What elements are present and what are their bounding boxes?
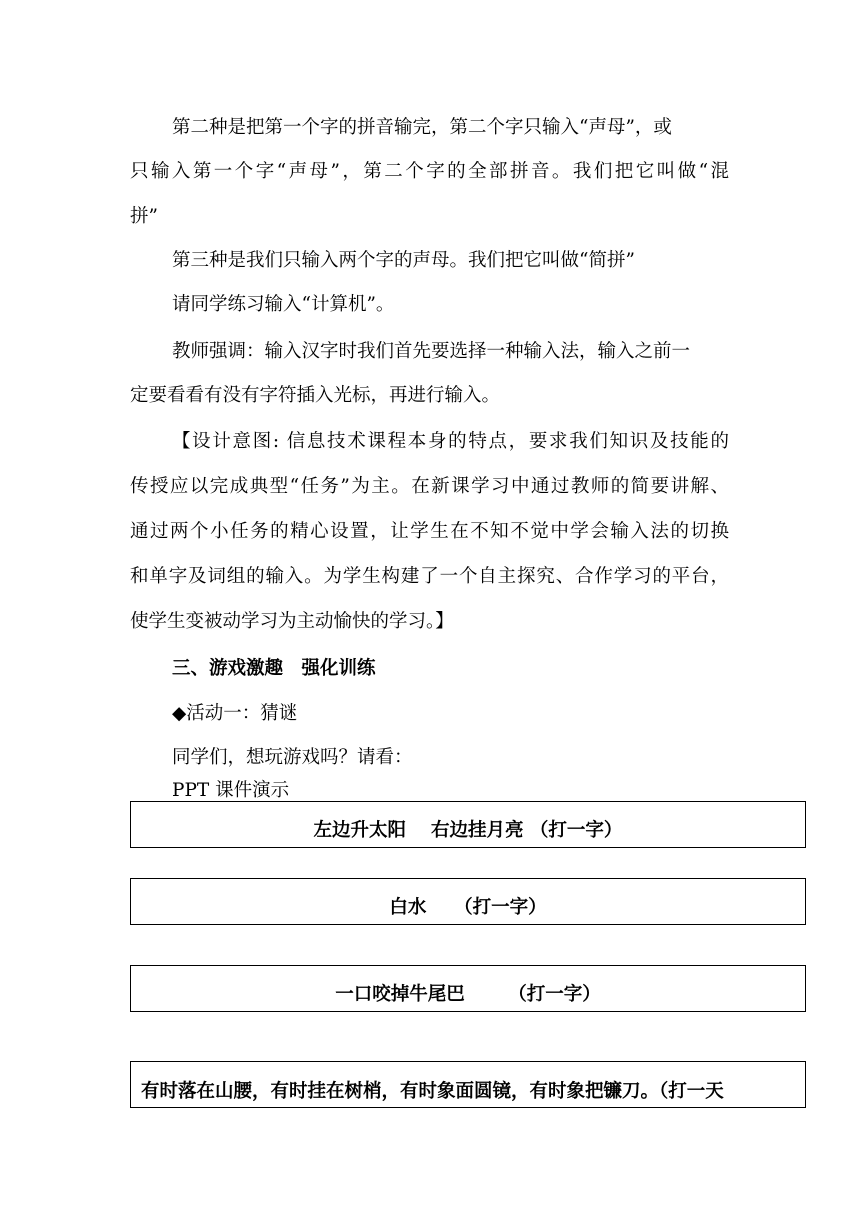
paragraph-line: 通过两个小任务的精心设置，让学生在不知不觉中学会输入法的切换 <box>130 521 729 542</box>
paragraph-line: 第二种是把第一个字的拼音输完，第二个字只输入“声母”，或 <box>172 117 672 138</box>
section-heading: 三、游戏激趣 强化训练 <box>172 658 376 679</box>
paragraph-line: 同学们，想玩游戏吗？请看： <box>172 747 413 768</box>
paragraph-line: 第三种是我们只输入两个字的声母。我们把它叫做“简拼” <box>172 250 635 271</box>
riddle-box <box>130 878 806 925</box>
riddle-text: 白水 （打一字） <box>389 897 547 918</box>
ppt-label: PPT 课件演示 <box>172 780 290 801</box>
riddle-text: 左边升太阳 右边挂月亮 （打一字） <box>313 820 623 841</box>
paragraph-line: 定要看看有没有字符插入光标，再进行输入。 <box>130 385 501 406</box>
riddle-box <box>130 965 806 1012</box>
paragraph-line: 请同学练习输入“计算机”。 <box>172 294 395 315</box>
paragraph-line: 使学生变被动学习为主动愉快的学习。】 <box>130 611 454 632</box>
riddle-box <box>130 801 806 848</box>
paragraph-line: 和单字及词组的输入。为学生构建了一个自主探究、合作学习的平台， <box>130 566 729 587</box>
paragraph-line: 只输入第一个字“声母”，第二个字的全部拼音。我们把它叫做“混 <box>130 161 729 182</box>
paragraph-line: 拼” <box>130 206 158 227</box>
paragraph-line: 【设计意图: 信息技术课程本身的特点，要求我们知识及技能的 <box>172 431 729 452</box>
paragraph-line: 教师强调：输入汉字时我们首先要选择一种输入法，输入之前一 <box>172 341 691 362</box>
riddle-text: 有时落在山腰，有时挂在树梢，有时象面圆镜，有时象把镰刀。（打一天 <box>141 1081 724 1102</box>
paragraph-line: 传授应以完成典型“任务”为主。在新课学习中通过教师的简要讲解、 <box>130 476 729 497</box>
riddle-text: 一口咬掉牛尾巴 （打一字） <box>335 984 601 1005</box>
riddle-box <box>130 1061 806 1108</box>
activity-label: ◆活动一：猜谜 <box>172 703 298 724</box>
